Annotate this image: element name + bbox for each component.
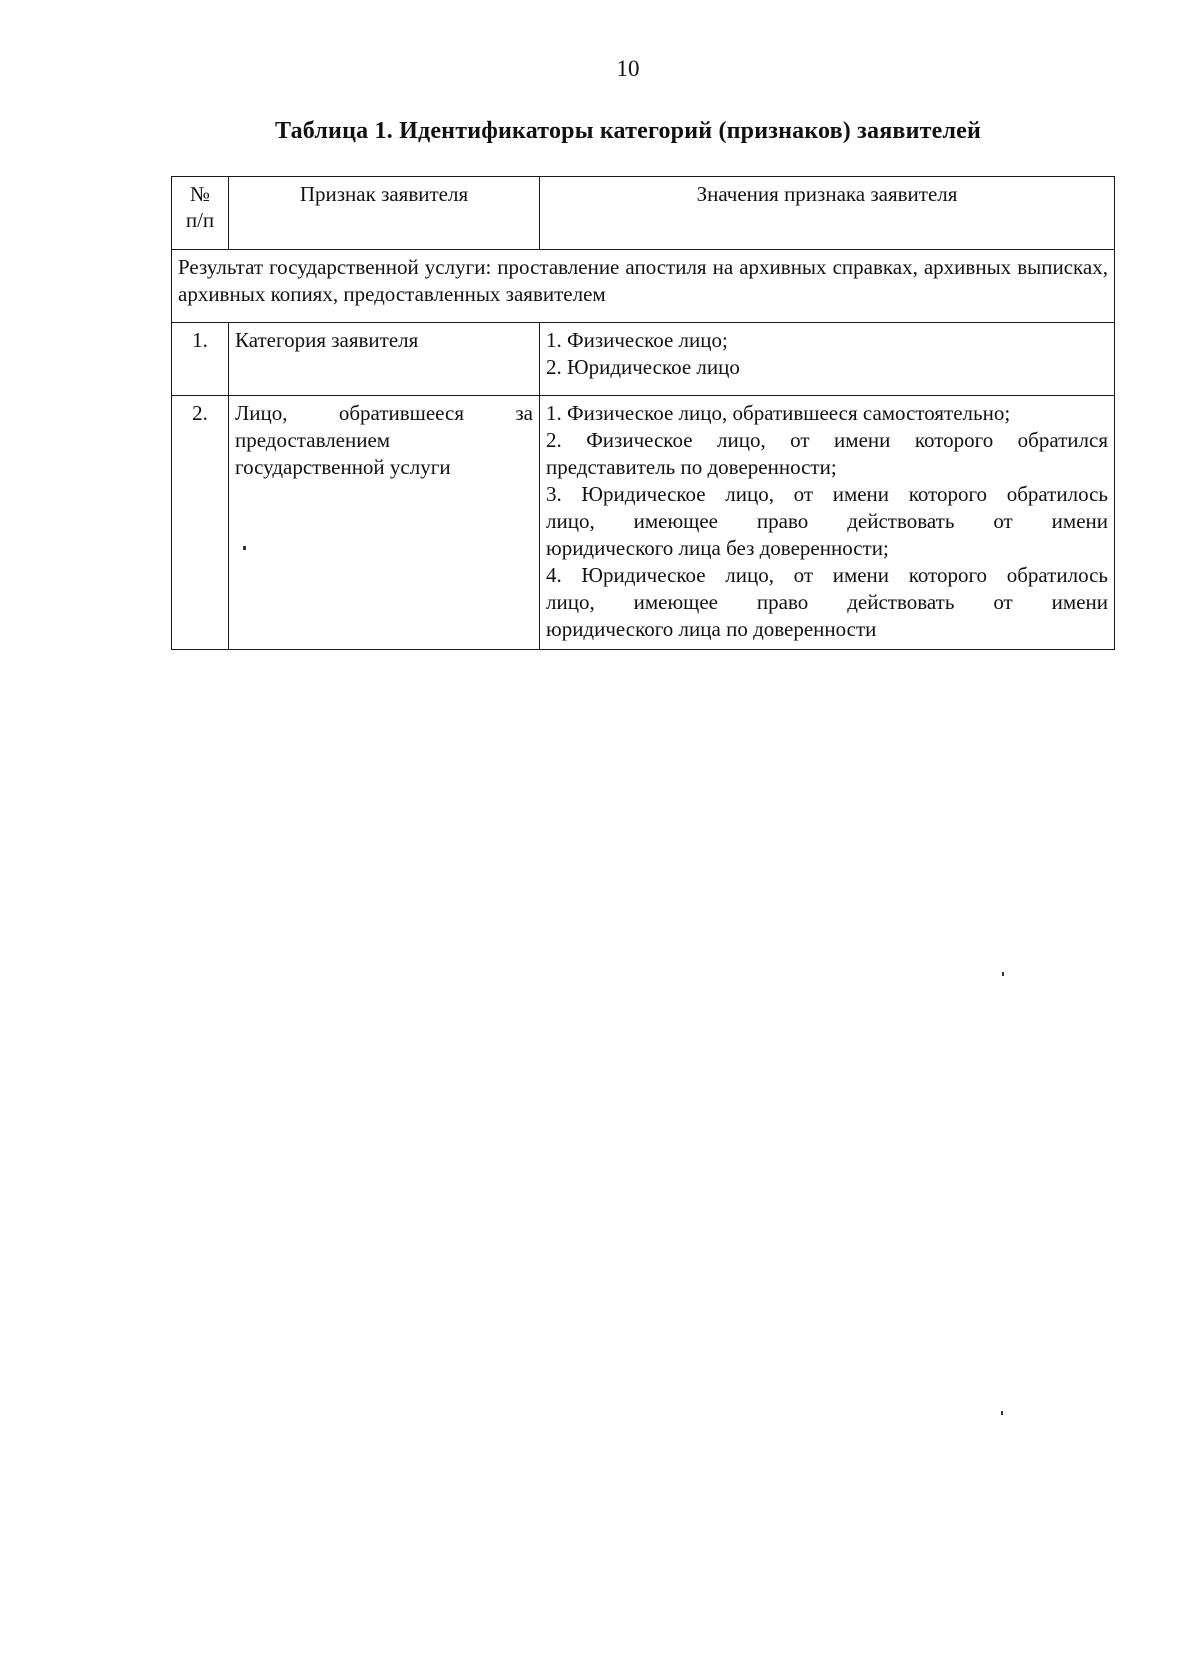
scan-speck <box>243 546 246 550</box>
table-title: Таблица 1. Идентификаторы категорий (признаков) заявителей <box>274 118 981 144</box>
row-attribute-line: предоставлением <box>235 428 391 452</box>
table-section-row <box>172 250 1115 323</box>
row-value-item: 2. Юридическое лицо <box>546 355 740 379</box>
page-number: 10 <box>616 56 640 81</box>
table-row <box>172 323 1115 396</box>
row-value-item: 3. Юридическое лицо, от имени которого обратилось <box>546 482 1108 506</box>
row-value-item: юридического лица без доверенности; <box>546 536 889 560</box>
header-attribute-cell: Признак заявителя <box>229 177 540 250</box>
row-value-item: юридического лица по доверенности <box>546 617 877 641</box>
row-value-item: лицо, имеющее право действовать от имени <box>546 509 1108 533</box>
row-attribute-line: Лицо, обратившееся за <box>235 401 533 425</box>
row-attribute <box>229 396 540 650</box>
row-number: 1. <box>172 323 229 396</box>
row-number: 2. <box>172 396 229 650</box>
row-value-item: представитель по доверенности; <box>546 455 837 479</box>
header-number-abbr: п/п <box>185 208 215 232</box>
header-number-cell <box>172 177 229 250</box>
header-number-sign: № <box>189 182 211 206</box>
row-value-item: 2. Физическое лицо, от имени которого обратился <box>546 428 1108 452</box>
section-caption: Результат государственной услуги: проставление апостиля на архивных справках, архивных выписках, архивных копиях, предоставленных заявителем <box>172 250 1115 323</box>
row-value-item: 4. Юридическое лицо, от имени которого обратилось <box>546 563 1108 587</box>
table-header-row <box>172 177 1115 250</box>
row-values <box>540 323 1115 396</box>
row-attribute: Категория заявителя <box>229 323 540 396</box>
row-value-item: лицо, имеющее право действовать от имени <box>546 590 1108 614</box>
header-values-cell: Значения признака заявителя <box>540 177 1115 250</box>
applicant-categories-table <box>171 176 1115 650</box>
table-row <box>172 396 1115 650</box>
scan-speck <box>1002 972 1004 976</box>
row-values <box>540 396 1115 650</box>
row-value-item: 1. Физическое лицо; <box>546 328 728 352</box>
row-value-item: 1. Физическое лицо, обратившееся самостоятельно; <box>546 401 1011 425</box>
row-attribute-line: государственной услуги <box>235 455 451 479</box>
scan-speck <box>1001 1411 1003 1415</box>
